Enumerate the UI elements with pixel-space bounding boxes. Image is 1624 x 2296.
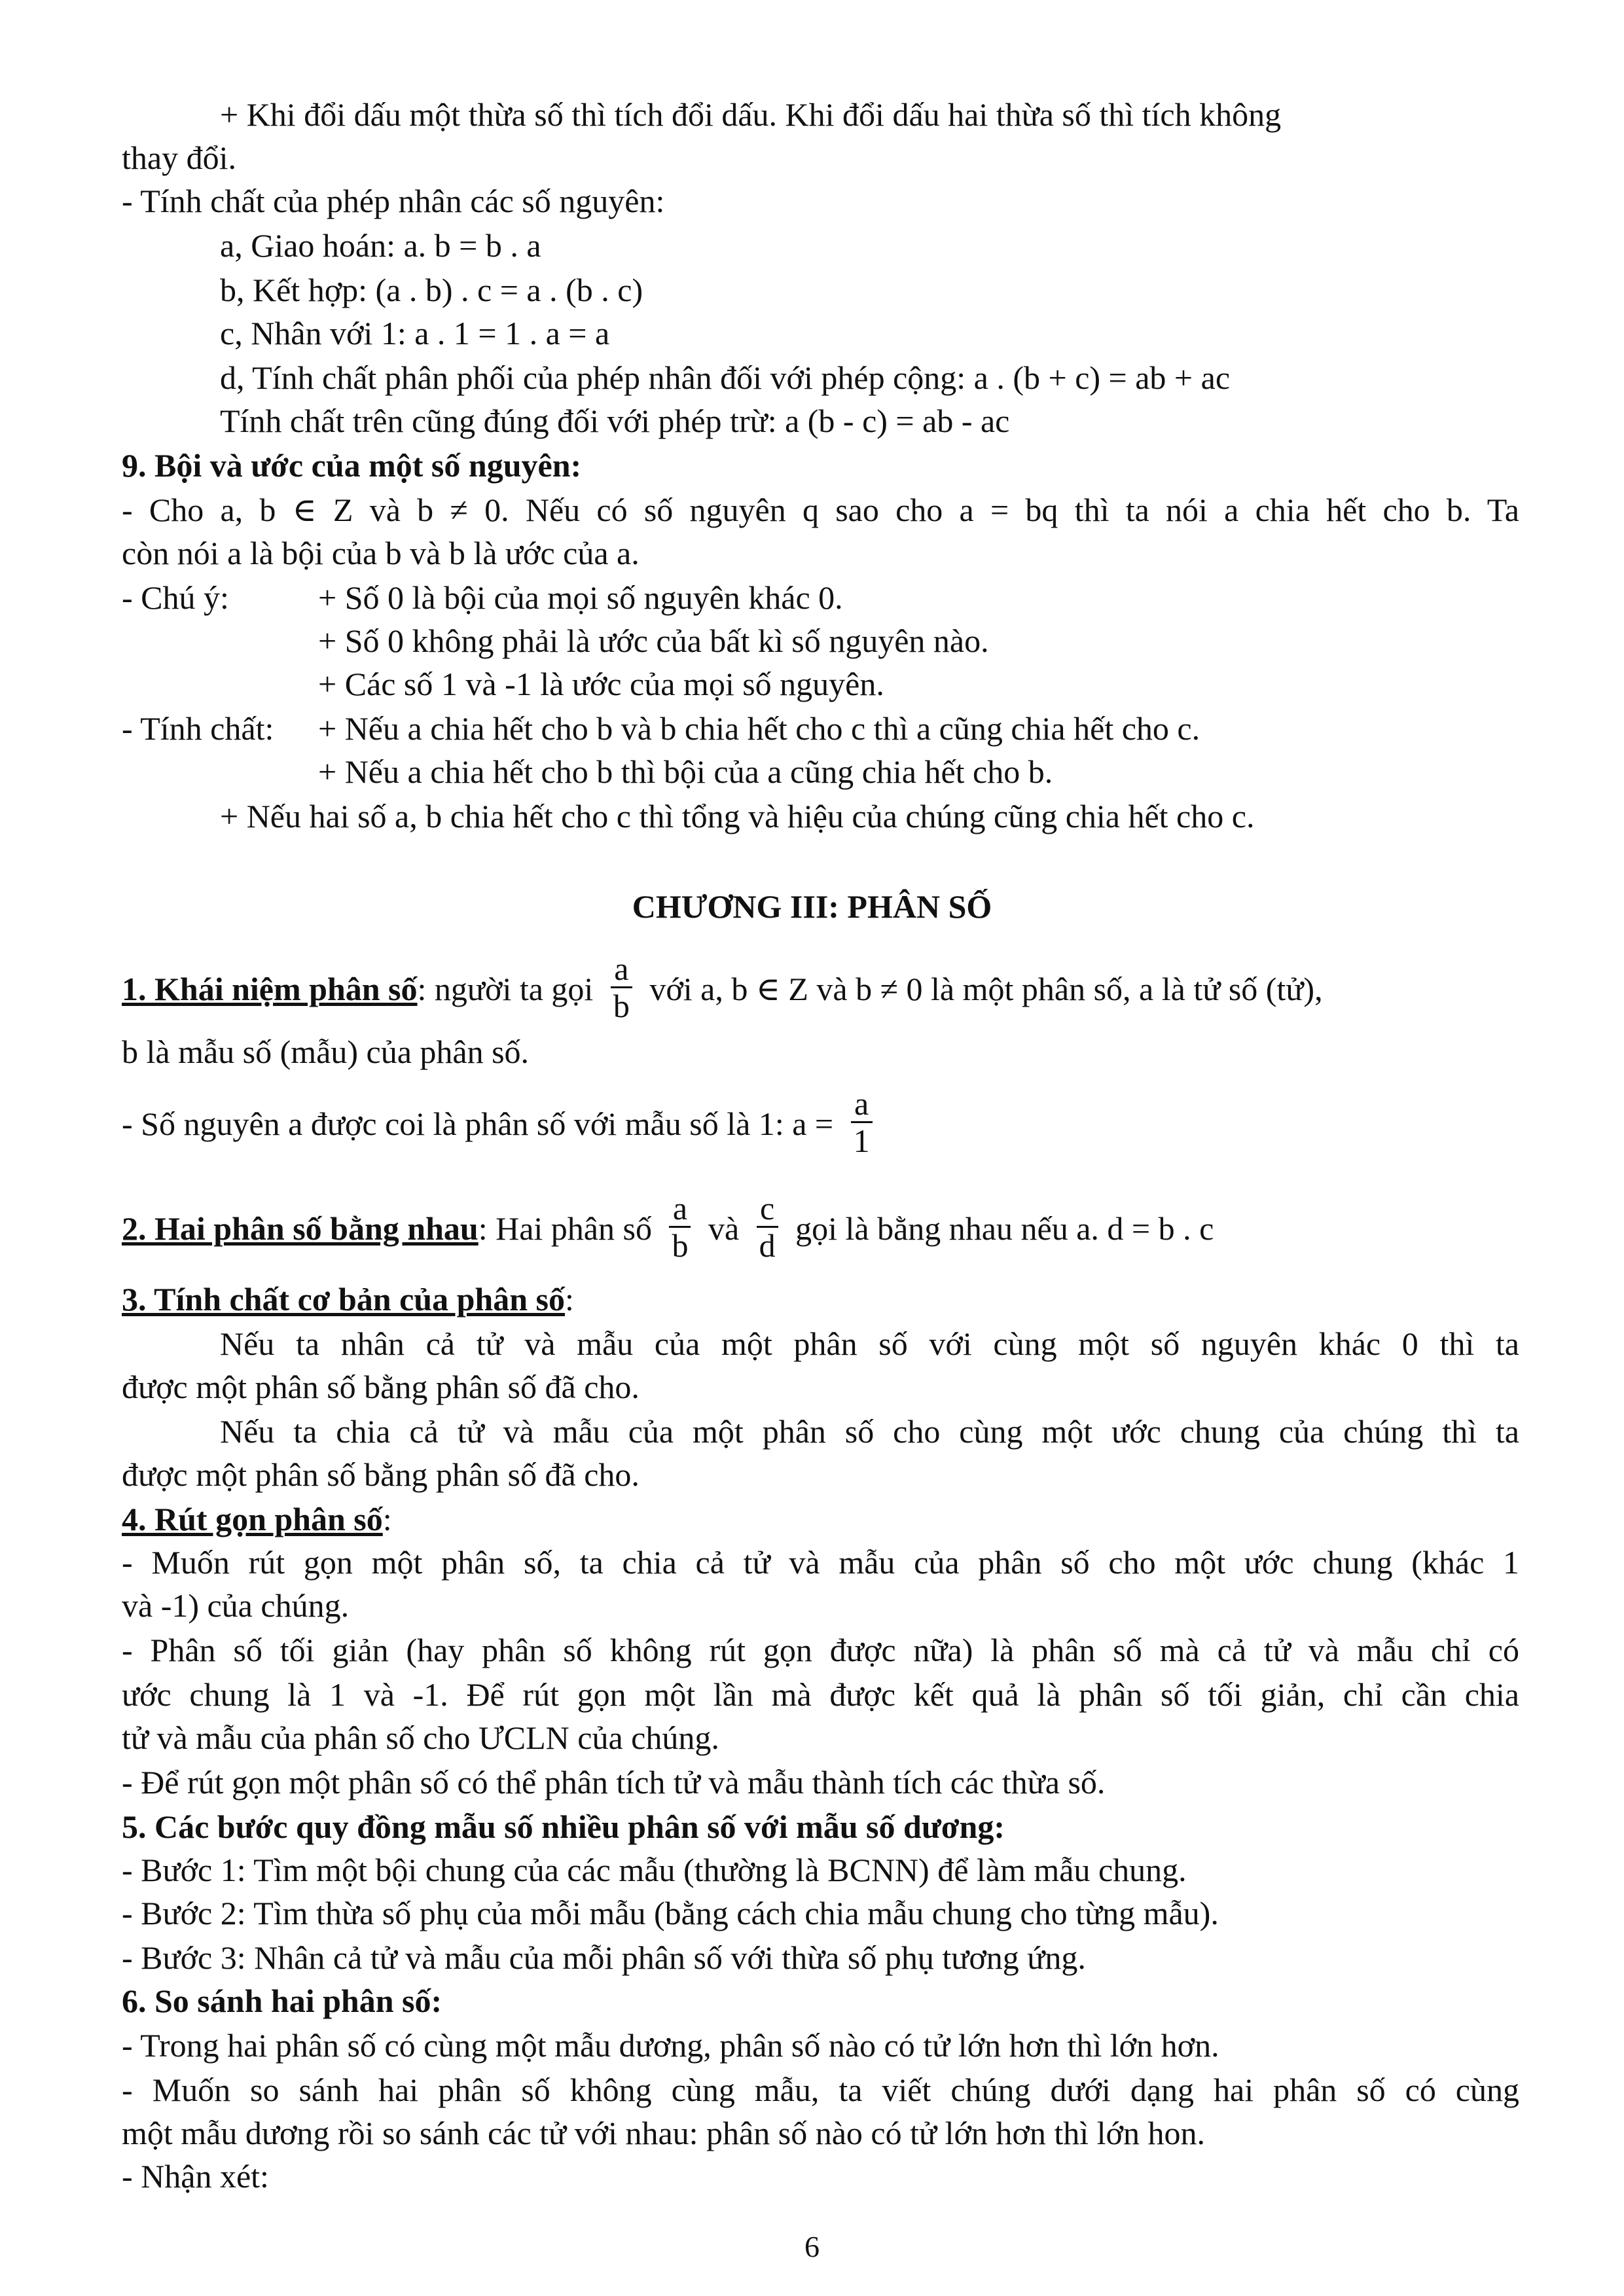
section-heading-c2: 2. Hai phân số bằng nhau <box>122 1210 478 1247</box>
section-heading-c5: 5. Các bước quy đồng mẫu số nhiều phân số với mẫu số dương: <box>122 1808 1005 1845</box>
paragraph-line: Nếu ta nhân cả tử và mẫu của một phân số với cùng một số nguyên khác 0 thì ta <box>220 1325 1519 1362</box>
text-span: gọi là bằng nhau nếu a. d = b . c <box>795 1210 1214 1247</box>
chapter-title: CHƯƠNG III: PHÂN SỐ <box>632 888 992 925</box>
text-line: + Khi đổi dấu một thừa số thì tích đổi dấu. Khi đổi dấu hai thừa số thì tích không <box>220 96 1282 133</box>
paragraph-line: được một phân số bằng phân số đã cho. <box>122 1369 640 1405</box>
fraction-denominator: b <box>613 988 630 1025</box>
property-distributive: d, Tính chất phân phối của phép nhân đối với phép cộng: a . (b + c) = ab + ac <box>220 359 1231 396</box>
paragraph-line: - Phân số tối giản (hay phân số không rút gọn được nữa) là phân số mà cả tử và mẫu chỉ có <box>122 1632 1519 1668</box>
text-line: - Cho a, b ∈ Z và b ≠ 0. Nếu có số nguyên q sao cho a = bq thì ta nói a chia hết cho b. Ta <box>122 492 1519 528</box>
text-span: : người ta gọi <box>417 971 594 1007</box>
section-heading-c1: 1. Khái niệm phân số <box>122 971 418 1007</box>
note-item: + Các số 1 và -1 là ước của mọi số nguyên. <box>318 666 884 702</box>
section-heading-c3: 3. Tính chất cơ bản của phân số <box>122 1281 565 1318</box>
step-item: - Bước 3: Nhân cả tử và mẫu của mỗi phân số với thừa số phụ tương ứng. <box>122 1939 1086 1976</box>
paragraph-line: một mẫu dương rồi so sánh các tử với nhau: phân số nào có tử lớn hơn thì lớn hon. <box>122 2115 1205 2151</box>
fraction-a-over-b <box>611 951 632 1024</box>
page-number: 6 <box>804 2230 820 2263</box>
section-heading-c4: 4. Rút gọn phân số <box>122 1501 383 1537</box>
section-heading-9: 9. Bội và ước của một số nguyên: <box>122 447 582 484</box>
fraction-numerator: a <box>851 1086 873 1123</box>
section-line <box>122 1498 392 1541</box>
section-line <box>122 1278 574 1321</box>
property-commutative: a, Giao hoán: a. b = b . a <box>220 227 541 264</box>
paragraph-line: Nếu ta chia cả tử và mẫu của một phân số cho cùng một ước chung của chúng thì ta <box>220 1413 1519 1450</box>
step-item: - Bước 2: Tìm thừa số phụ của mỗi mẫu (bằng cách chia mẫu chung cho từng mẫu). <box>122 1895 1219 1931</box>
paragraph-line: - Muốn rút gọn một phân số, ta chia cả tử và mẫu của phân số cho một ước chung (khác 1 <box>122 1544 1519 1581</box>
paragraph-line: - Trong hai phân số có cùng một mẫu dương, phân số nào có tử lớn hơn thì lớn hơn. <box>122 2027 1219 2064</box>
fraction-a-over-b <box>669 1191 691 1263</box>
property-item: + Nếu hai số a, b chia hết cho c thì tổng và hiệu của chúng cũng chia hết cho c. <box>220 798 1255 834</box>
paragraph-line: ước chung là 1 và -1. Để rút gọn một lần mà được kết quả là phân số tối giản, chỉ cần chia <box>122 1676 1519 1713</box>
text-span: : Hai phân số <box>478 1210 652 1247</box>
paragraph-line: và -1) của chúng. <box>122 1587 350 1624</box>
note-item: + Số 0 không phải là ước của bất kì số nguyên nào. <box>318 622 989 659</box>
fraction-denominator: b <box>672 1227 689 1265</box>
fraction-numerator: a <box>669 1191 691 1228</box>
fraction-a-over-1 <box>851 1086 873 1158</box>
property-identity: c, Nhân với 1: a . 1 = 1 . a = a <box>220 315 610 351</box>
text-span: - Số nguyên a được coi là phân số với mẫu số là 1: a = <box>122 1105 834 1142</box>
definition-line <box>122 1190 1214 1268</box>
text-span: : <box>564 1281 574 1318</box>
paragraph-line: - Nhận xét: <box>122 2158 269 2195</box>
paragraph-line: - Muốn so sánh hai phân số không cùng mẫu, ta viết chúng dưới dạng hai phân số có cùng <box>122 2072 1519 2108</box>
text-line: b là mẫu số (mẫu) của phân số. <box>122 1033 530 1070</box>
property-subtraction: Tính chất trên cũng đúng đối với phép trừ: a (b - c) = ab - ac <box>220 403 1010 439</box>
property-item: + Nếu a chia hết cho b thì bội của a cũng chia hết cho b. <box>318 753 1053 790</box>
fraction-denominator: d <box>759 1227 776 1265</box>
step-item: - Bước 1: Tìm một bội chung của các mẫu (thường là BCNN) để làm mẫu chung. <box>122 1852 1187 1888</box>
paragraph-line: tử và mẫu của phân số cho ƯCLN của chúng. <box>122 1719 719 1756</box>
text-span: với a, b ∈ Z và b ≠ 0 là một phân số, a là tử số (tử), <box>649 971 1323 1007</box>
fraction-numerator: a <box>611 951 632 988</box>
paragraph-line: được một phân số bằng phân số đã cho. <box>122 1456 640 1493</box>
definition-line <box>122 950 1323 1029</box>
property-associative: b, Kết hợp: (a . b) . c = a . (b . c) <box>220 272 643 308</box>
fraction-denominator: 1 <box>853 1122 870 1160</box>
fraction-numerator: c <box>757 1191 778 1228</box>
text-line: - Tính chất của phép nhân các số nguyên: <box>122 183 665 219</box>
property-item: + Nếu a chia hết cho b và b chia hết cho c thì a cũng chia hết cho c. <box>318 710 1200 747</box>
text-line: còn nói a là bội của b và b là ước của a. <box>122 535 640 571</box>
text-span: : <box>382 1501 392 1537</box>
paragraph-line: - Để rút gọn một phân số có thể phân tích tử và mẫu thành tích các thừa số. <box>122 1764 1106 1801</box>
property-label: - Tính chất: <box>122 710 274 747</box>
note-item: + Số 0 là bội của mọi số nguyên khác 0. <box>318 579 843 616</box>
section-heading-c6: 6. So sánh hai phân số: <box>122 1982 442 2019</box>
text-line <box>122 1085 882 1164</box>
fraction-c-over-d <box>757 1191 778 1263</box>
text-line: thay đổi. <box>122 139 236 176</box>
text-span: và <box>708 1210 740 1247</box>
note-label: - Chú ý: <box>122 579 229 616</box>
